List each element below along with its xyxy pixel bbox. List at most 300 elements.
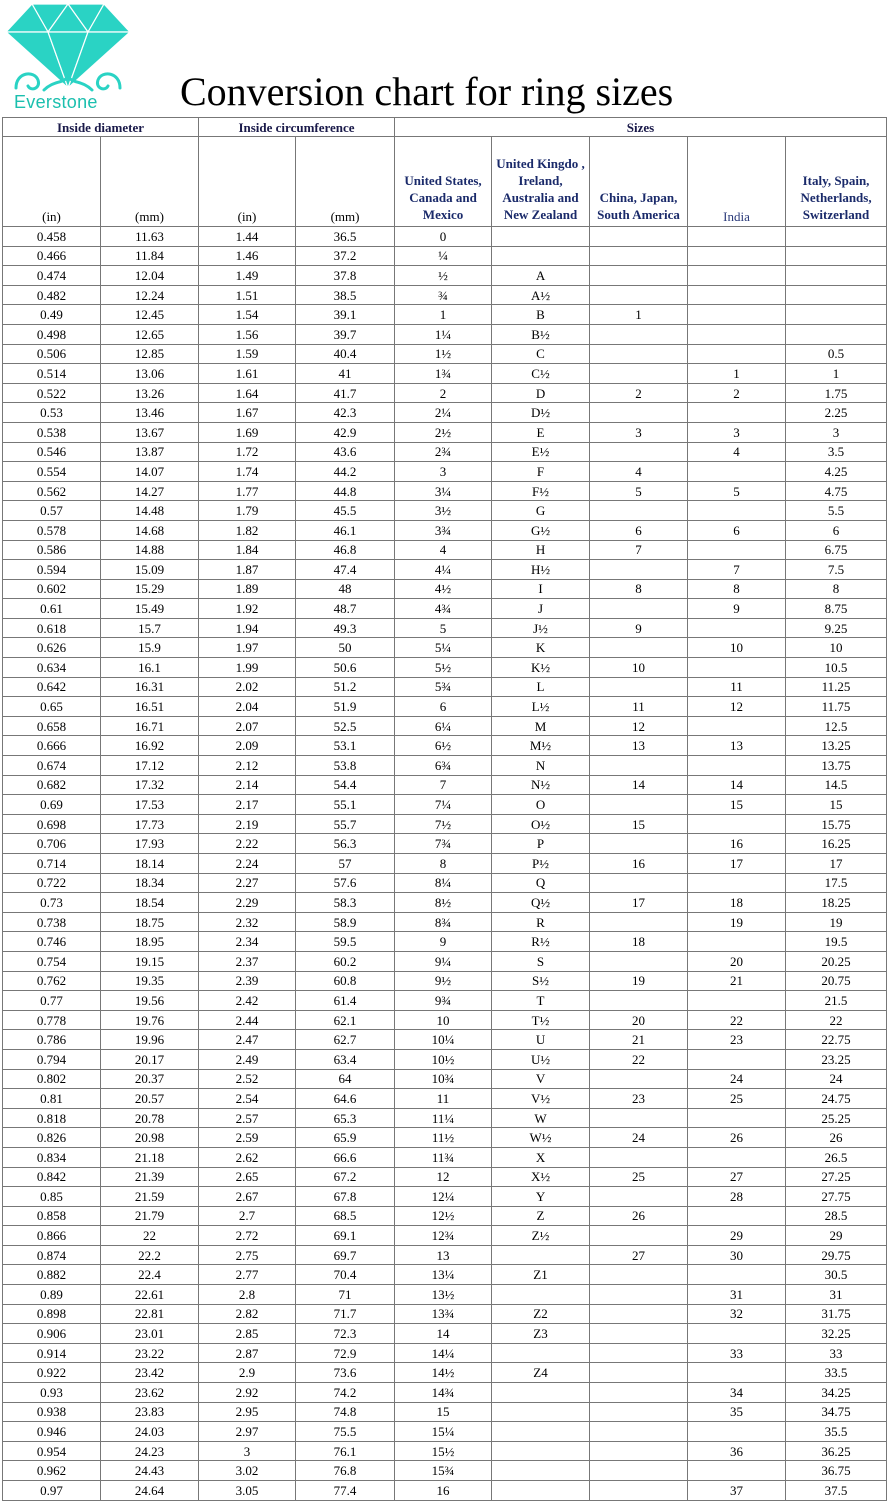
cell-china-size xyxy=(590,1324,688,1344)
cell-us-size: 11 xyxy=(395,1089,492,1109)
cell-diameter-mm: 17.93 xyxy=(101,834,199,854)
cell-circumference-mm: 76.1 xyxy=(296,1441,395,1461)
cell-circumference-mm: 57.6 xyxy=(296,873,395,893)
cell-uk-size: V½ xyxy=(492,1089,590,1109)
cell-uk-size: L½ xyxy=(492,697,590,717)
table-row xyxy=(3,1441,887,1461)
cell-china-size xyxy=(590,1481,688,1501)
cell-circumference-mm: 52.5 xyxy=(296,716,395,736)
cell-diameter-in: 0.642 xyxy=(3,677,101,697)
cell-circumference-mm: 41.7 xyxy=(296,383,395,403)
cell-china-size: 15 xyxy=(590,814,688,834)
cell-italy-size: 13.25 xyxy=(786,736,887,756)
cell-uk-size: N xyxy=(492,756,590,776)
cell-circumference-in: 2.49 xyxy=(199,1049,296,1069)
cell-italy-size: 34.25 xyxy=(786,1383,887,1403)
cell-diameter-mm: 24.64 xyxy=(101,1481,199,1501)
cell-diameter-in: 0.906 xyxy=(3,1324,101,1344)
cell-uk-size xyxy=(492,246,590,266)
cell-china-size: 17 xyxy=(590,893,688,913)
cell-diameter-mm: 14.27 xyxy=(101,481,199,501)
cell-uk-size: Z1 xyxy=(492,1265,590,1285)
cell-diameter-in: 0.49 xyxy=(3,305,101,325)
cell-india-size xyxy=(688,324,786,344)
cell-diameter-in: 0.842 xyxy=(3,1167,101,1187)
cell-india-size: 27 xyxy=(688,1167,786,1187)
cell-china-size: 27 xyxy=(590,1245,688,1265)
cell-uk-size: P½ xyxy=(492,854,590,874)
table-row xyxy=(3,1343,887,1363)
cell-diameter-mm: 22.61 xyxy=(101,1285,199,1305)
cell-diameter-in: 0.666 xyxy=(3,736,101,756)
cell-italy-size: 3 xyxy=(786,422,887,442)
cell-diameter-mm: 15.29 xyxy=(101,579,199,599)
cell-circumference-in: 2.72 xyxy=(199,1226,296,1246)
cell-us-size: 5 xyxy=(395,618,492,638)
page-header xyxy=(0,0,888,116)
cell-india-size: 21 xyxy=(688,971,786,991)
cell-us-size: 10¼ xyxy=(395,1030,492,1050)
cell-uk-size: Q½ xyxy=(492,893,590,913)
cell-italy-size: 2.25 xyxy=(786,403,887,423)
cell-china-size: 12 xyxy=(590,716,688,736)
table-row xyxy=(3,756,887,776)
table-row xyxy=(3,1285,887,1305)
table-row xyxy=(3,1402,887,1422)
cell-circumference-mm: 51.2 xyxy=(296,677,395,697)
cell-india-size: 29 xyxy=(688,1226,786,1246)
cell-us-size: 2½ xyxy=(395,422,492,442)
cell-circumference-mm: 46.8 xyxy=(296,540,395,560)
cell-diameter-mm: 16.31 xyxy=(101,677,199,697)
table-row xyxy=(3,716,887,736)
cell-circumference-mm: 70.4 xyxy=(296,1265,395,1285)
cell-italy-size: 14.5 xyxy=(786,775,887,795)
cell-italy-size: 37.5 xyxy=(786,1481,887,1501)
cell-circumference-mm: 68.5 xyxy=(296,1206,395,1226)
table-row xyxy=(3,991,887,1011)
cell-circumference-mm: 42.9 xyxy=(296,422,395,442)
cell-circumference-mm: 41 xyxy=(296,364,395,384)
cell-india-size xyxy=(688,1422,786,1442)
cell-italy-size: 31.75 xyxy=(786,1304,887,1324)
cell-diameter-in: 0.466 xyxy=(3,246,101,266)
table-row xyxy=(3,873,887,893)
cell-diameter-mm: 18.54 xyxy=(101,893,199,913)
cell-us-size: 15¾ xyxy=(395,1461,492,1481)
table-row xyxy=(3,1304,887,1324)
cell-diameter-mm: 20.17 xyxy=(101,1049,199,1069)
cell-diameter-in: 0.97 xyxy=(3,1481,101,1501)
table-row xyxy=(3,462,887,482)
cell-circumference-in: 1.99 xyxy=(199,658,296,678)
ring-size-table xyxy=(2,117,887,1501)
cell-us-size: 4¼ xyxy=(395,560,492,580)
cell-italy-size: 36.25 xyxy=(786,1441,887,1461)
cell-circumference-mm: 40.4 xyxy=(296,344,395,364)
cell-diameter-in: 0.722 xyxy=(3,873,101,893)
cell-circumference-in: 1.61 xyxy=(199,364,296,384)
table-row xyxy=(3,834,887,854)
cell-circumference-mm: 65.9 xyxy=(296,1128,395,1148)
cell-circumference-mm: 42.3 xyxy=(296,403,395,423)
cell-circumference-in: 2.04 xyxy=(199,697,296,717)
cell-circumference-mm: 38.5 xyxy=(296,285,395,305)
cell-diameter-mm: 22.2 xyxy=(101,1245,199,1265)
cell-circumference-in: 2.67 xyxy=(199,1187,296,1207)
cell-circumference-in: 2.9 xyxy=(199,1363,296,1383)
cell-italy-size: 12.5 xyxy=(786,716,887,736)
cell-circumference-in: 1.64 xyxy=(199,383,296,403)
cell-us-size: 3¾ xyxy=(395,520,492,540)
table-row xyxy=(3,697,887,717)
cell-uk-size xyxy=(492,1245,590,1265)
cell-us-size: 2¾ xyxy=(395,442,492,462)
cell-diameter-in: 0.73 xyxy=(3,893,101,913)
cell-circumference-in: 2.47 xyxy=(199,1030,296,1050)
cell-diameter-in: 0.626 xyxy=(3,638,101,658)
cell-diameter-in: 0.962 xyxy=(3,1461,101,1481)
cell-diameter-in: 0.738 xyxy=(3,912,101,932)
cell-india-size: 36 xyxy=(688,1441,786,1461)
cell-diameter-in: 0.506 xyxy=(3,344,101,364)
cell-india-size: 19 xyxy=(688,912,786,932)
cell-diameter-in: 0.77 xyxy=(3,991,101,1011)
cell-circumference-mm: 76.8 xyxy=(296,1461,395,1481)
cell-circumference-mm: 67.2 xyxy=(296,1167,395,1187)
cell-china-size xyxy=(590,1187,688,1207)
cell-uk-size: T xyxy=(492,991,590,1011)
cell-india-size: 4 xyxy=(688,442,786,462)
table-row xyxy=(3,932,887,952)
cell-italy-size: 4.25 xyxy=(786,462,887,482)
cell-diameter-mm: 23.01 xyxy=(101,1324,199,1344)
cell-india-size xyxy=(688,1324,786,1344)
cell-china-size xyxy=(590,403,688,423)
cell-diameter-mm: 18.14 xyxy=(101,854,199,874)
cell-diameter-mm: 16.71 xyxy=(101,716,199,736)
cell-china-size xyxy=(590,638,688,658)
cell-us-size: 12¾ xyxy=(395,1226,492,1246)
cell-china-size xyxy=(590,1363,688,1383)
cell-india-size xyxy=(688,227,786,247)
cell-uk-size: U½ xyxy=(492,1049,590,1069)
col-italy-spain-netherlands-switzerland: Italy, Spain, Netherlands, Switzerland xyxy=(786,137,887,227)
cell-circumference-in: 2.7 xyxy=(199,1206,296,1226)
cell-italy-size xyxy=(786,285,887,305)
cell-china-size xyxy=(590,1069,688,1089)
cell-diameter-mm: 19.76 xyxy=(101,1010,199,1030)
header-column-row xyxy=(3,137,887,227)
cell-us-size: 12½ xyxy=(395,1206,492,1226)
cell-italy-size: 10 xyxy=(786,638,887,658)
cell-china-size xyxy=(590,560,688,580)
cell-us-size: 2¼ xyxy=(395,403,492,423)
cell-diameter-in: 0.754 xyxy=(3,951,101,971)
cell-diameter-mm: 14.88 xyxy=(101,540,199,560)
cell-us-size: 15 xyxy=(395,1402,492,1422)
cell-circumference-in: 1.84 xyxy=(199,540,296,560)
cell-diameter-in: 0.53 xyxy=(3,403,101,423)
cell-diameter-in: 0.922 xyxy=(3,1363,101,1383)
cell-india-size: 14 xyxy=(688,775,786,795)
table-row xyxy=(3,1108,887,1128)
table-row xyxy=(3,1422,887,1442)
table-row xyxy=(3,814,887,834)
cell-india-size: 7 xyxy=(688,560,786,580)
cell-diameter-in: 0.85 xyxy=(3,1187,101,1207)
cell-india-size xyxy=(688,501,786,521)
cell-india-size: 17 xyxy=(688,854,786,874)
cell-india-size: 2 xyxy=(688,383,786,403)
cell-china-size xyxy=(590,344,688,364)
cell-diameter-in: 0.458 xyxy=(3,227,101,247)
cell-us-size: 4 xyxy=(395,540,492,560)
cell-italy-size: 4.75 xyxy=(786,481,887,501)
cell-india-size xyxy=(688,285,786,305)
cell-us-size: 13½ xyxy=(395,1285,492,1305)
cell-circumference-mm: 48 xyxy=(296,579,395,599)
cell-circumference-in: 1.74 xyxy=(199,462,296,482)
cell-china-size: 25 xyxy=(590,1167,688,1187)
cell-circumference-in: 1.49 xyxy=(199,266,296,286)
cell-china-size xyxy=(590,991,688,1011)
table-row xyxy=(3,383,887,403)
cell-india-size: 26 xyxy=(688,1128,786,1148)
cell-us-size: 14½ xyxy=(395,1363,492,1383)
cell-diameter-mm: 11.84 xyxy=(101,246,199,266)
table-row xyxy=(3,540,887,560)
cell-china-size xyxy=(590,246,688,266)
cell-china-size xyxy=(590,227,688,247)
table-row xyxy=(3,1324,887,1344)
cell-uk-size: Z2 xyxy=(492,1304,590,1324)
cell-india-size xyxy=(688,873,786,893)
cell-circumference-in: 2.17 xyxy=(199,795,296,815)
cell-circumference-in: 1.82 xyxy=(199,520,296,540)
col-us-canada-mexico: United States, Canada and Mexico xyxy=(395,137,492,227)
cell-diameter-mm: 20.37 xyxy=(101,1069,199,1089)
cell-circumference-in: 2.8 xyxy=(199,1285,296,1305)
cell-circumference-mm: 64.6 xyxy=(296,1089,395,1109)
cell-india-size xyxy=(688,756,786,776)
cell-circumference-mm: 71 xyxy=(296,1285,395,1305)
table-row xyxy=(3,305,887,325)
cell-china-size: 14 xyxy=(590,775,688,795)
cell-circumference-in: 1.59 xyxy=(199,344,296,364)
cell-circumference-in: 2.92 xyxy=(199,1383,296,1403)
cell-diameter-mm: 14.68 xyxy=(101,520,199,540)
cell-italy-size: 35.5 xyxy=(786,1422,887,1442)
cell-china-size: 11 xyxy=(590,697,688,717)
cell-uk-size: E xyxy=(492,422,590,442)
cell-uk-size: S½ xyxy=(492,971,590,991)
cell-diameter-in: 0.594 xyxy=(3,560,101,580)
cell-italy-size: 11.25 xyxy=(786,677,887,697)
table-row xyxy=(3,579,887,599)
cell-us-size: 0 xyxy=(395,227,492,247)
cell-diameter-in: 0.474 xyxy=(3,266,101,286)
cell-italy-size: 18.25 xyxy=(786,893,887,913)
table-row xyxy=(3,1461,887,1481)
cell-uk-size: A½ xyxy=(492,285,590,305)
cell-us-size: 8 xyxy=(395,854,492,874)
cell-diameter-mm: 17.12 xyxy=(101,756,199,776)
cell-diameter-mm: 20.98 xyxy=(101,1128,199,1148)
cell-us-size: 9½ xyxy=(395,971,492,991)
cell-india-size xyxy=(688,932,786,952)
cell-diameter-mm: 20.57 xyxy=(101,1089,199,1109)
cell-us-size: 6½ xyxy=(395,736,492,756)
cell-uk-size: B½ xyxy=(492,324,590,344)
table-row xyxy=(3,422,887,442)
cell-circumference-mm: 65.3 xyxy=(296,1108,395,1128)
cell-diameter-in: 0.522 xyxy=(3,383,101,403)
cell-circumference-mm: 60.2 xyxy=(296,951,395,971)
header-group-row xyxy=(3,118,887,137)
cell-us-size: 5½ xyxy=(395,658,492,678)
cell-china-size xyxy=(590,442,688,462)
col-india: India xyxy=(688,137,786,227)
cell-uk-size: Z3 xyxy=(492,1324,590,1344)
cell-circumference-mm: 46.1 xyxy=(296,520,395,540)
cell-uk-size: Z½ xyxy=(492,1226,590,1246)
cell-uk-size: B xyxy=(492,305,590,325)
cell-india-size xyxy=(688,1147,786,1167)
cell-italy-size: 34.75 xyxy=(786,1402,887,1422)
table-row xyxy=(3,442,887,462)
cell-uk-size: G xyxy=(492,501,590,521)
cell-uk-size xyxy=(492,1461,590,1481)
cell-diameter-mm: 14.07 xyxy=(101,462,199,482)
cell-china-size: 23 xyxy=(590,1089,688,1109)
cell-diameter-in: 0.938 xyxy=(3,1402,101,1422)
cell-us-size: 1 xyxy=(395,305,492,325)
cell-circumference-mm: 48.7 xyxy=(296,599,395,619)
cell-uk-size: R xyxy=(492,912,590,932)
cell-italy-size: 15 xyxy=(786,795,887,815)
cell-diameter-in: 0.762 xyxy=(3,971,101,991)
cell-circumference-in: 1.92 xyxy=(199,599,296,619)
cell-us-size: 16 xyxy=(395,1481,492,1501)
cell-diameter-in: 0.834 xyxy=(3,1147,101,1167)
cell-circumference-mm: 58.3 xyxy=(296,893,395,913)
cell-circumference-mm: 72.9 xyxy=(296,1343,395,1363)
cell-us-size: 1¼ xyxy=(395,324,492,344)
col-diameter-mm: (mm) xyxy=(101,137,199,227)
cell-us-size: 3½ xyxy=(395,501,492,521)
cell-us-size: 10¾ xyxy=(395,1069,492,1089)
cell-us-size: 2 xyxy=(395,383,492,403)
cell-diameter-mm: 24.23 xyxy=(101,1441,199,1461)
cell-italy-size: 0.5 xyxy=(786,344,887,364)
group-sizes: Sizes xyxy=(395,118,887,137)
cell-italy-size: 33.5 xyxy=(786,1363,887,1383)
cell-diameter-in: 0.554 xyxy=(3,462,101,482)
cell-diameter-in: 0.746 xyxy=(3,932,101,952)
cell-uk-size: F½ xyxy=(492,481,590,501)
cell-china-size xyxy=(590,1461,688,1481)
cell-uk-size: H½ xyxy=(492,560,590,580)
cell-italy-size: 28.5 xyxy=(786,1206,887,1226)
cell-uk-size: O½ xyxy=(492,814,590,834)
cell-circumference-mm: 37.2 xyxy=(296,246,395,266)
table-row xyxy=(3,1010,887,1030)
cell-diameter-mm: 15.49 xyxy=(101,599,199,619)
cell-china-size xyxy=(590,951,688,971)
cell-us-size: 11¾ xyxy=(395,1147,492,1167)
table-row xyxy=(3,285,887,305)
cell-us-size: ¾ xyxy=(395,285,492,305)
cell-china-size: 20 xyxy=(590,1010,688,1030)
cell-diameter-mm: 12.24 xyxy=(101,285,199,305)
table-row xyxy=(3,1206,887,1226)
cell-diameter-mm: 13.46 xyxy=(101,403,199,423)
cell-uk-size: X xyxy=(492,1147,590,1167)
cell-diameter-mm: 15.9 xyxy=(101,638,199,658)
cell-diameter-mm: 23.42 xyxy=(101,1363,199,1383)
cell-uk-size: D xyxy=(492,383,590,403)
cell-china-size xyxy=(590,501,688,521)
cell-diameter-mm: 19.56 xyxy=(101,991,199,1011)
table-row xyxy=(3,227,887,247)
table-row xyxy=(3,364,887,384)
cell-india-size xyxy=(688,1108,786,1128)
cell-china-size xyxy=(590,285,688,305)
cell-us-size: 12 xyxy=(395,1167,492,1187)
cell-diameter-in: 0.61 xyxy=(3,599,101,619)
cell-uk-size: K xyxy=(492,638,590,658)
cell-circumference-mm: 62.1 xyxy=(296,1010,395,1030)
cell-india-size xyxy=(688,991,786,1011)
table-row xyxy=(3,677,887,697)
cell-india-size: 35 xyxy=(688,1402,786,1422)
cell-italy-size: 25.25 xyxy=(786,1108,887,1128)
cell-diameter-in: 0.858 xyxy=(3,1206,101,1226)
cell-us-size: 14 xyxy=(395,1324,492,1344)
cell-china-size xyxy=(590,266,688,286)
cell-india-size xyxy=(688,344,786,364)
cell-china-size: 4 xyxy=(590,462,688,482)
cell-circumference-mm: 56.3 xyxy=(296,834,395,854)
cell-circumference-mm: 69.1 xyxy=(296,1226,395,1246)
cell-uk-size xyxy=(492,1422,590,1442)
cell-china-size: 18 xyxy=(590,932,688,952)
cell-china-size xyxy=(590,324,688,344)
cell-diameter-mm: 13.06 xyxy=(101,364,199,384)
cell-uk-size: H xyxy=(492,540,590,560)
cell-circumference-in: 2.87 xyxy=(199,1343,296,1363)
table-row xyxy=(3,1147,887,1167)
cell-diameter-in: 0.946 xyxy=(3,1422,101,1442)
cell-diameter-in: 0.802 xyxy=(3,1069,101,1089)
cell-uk-size xyxy=(492,227,590,247)
cell-italy-size: 33 xyxy=(786,1343,887,1363)
cell-italy-size: 7.5 xyxy=(786,560,887,580)
cell-india-size: 3 xyxy=(688,422,786,442)
cell-italy-size: 11.75 xyxy=(786,697,887,717)
cell-diameter-in: 0.786 xyxy=(3,1030,101,1050)
cell-diameter-in: 0.874 xyxy=(3,1245,101,1265)
cell-italy-size: 16.25 xyxy=(786,834,887,854)
cell-india-size: 8 xyxy=(688,579,786,599)
cell-circumference-mm: 66.6 xyxy=(296,1147,395,1167)
cell-diameter-in: 0.498 xyxy=(3,324,101,344)
cell-us-size: 13¼ xyxy=(395,1265,492,1285)
cell-diameter-mm: 22.4 xyxy=(101,1265,199,1285)
cell-us-size: ¼ xyxy=(395,246,492,266)
cell-circumference-in: 2.95 xyxy=(199,1402,296,1422)
